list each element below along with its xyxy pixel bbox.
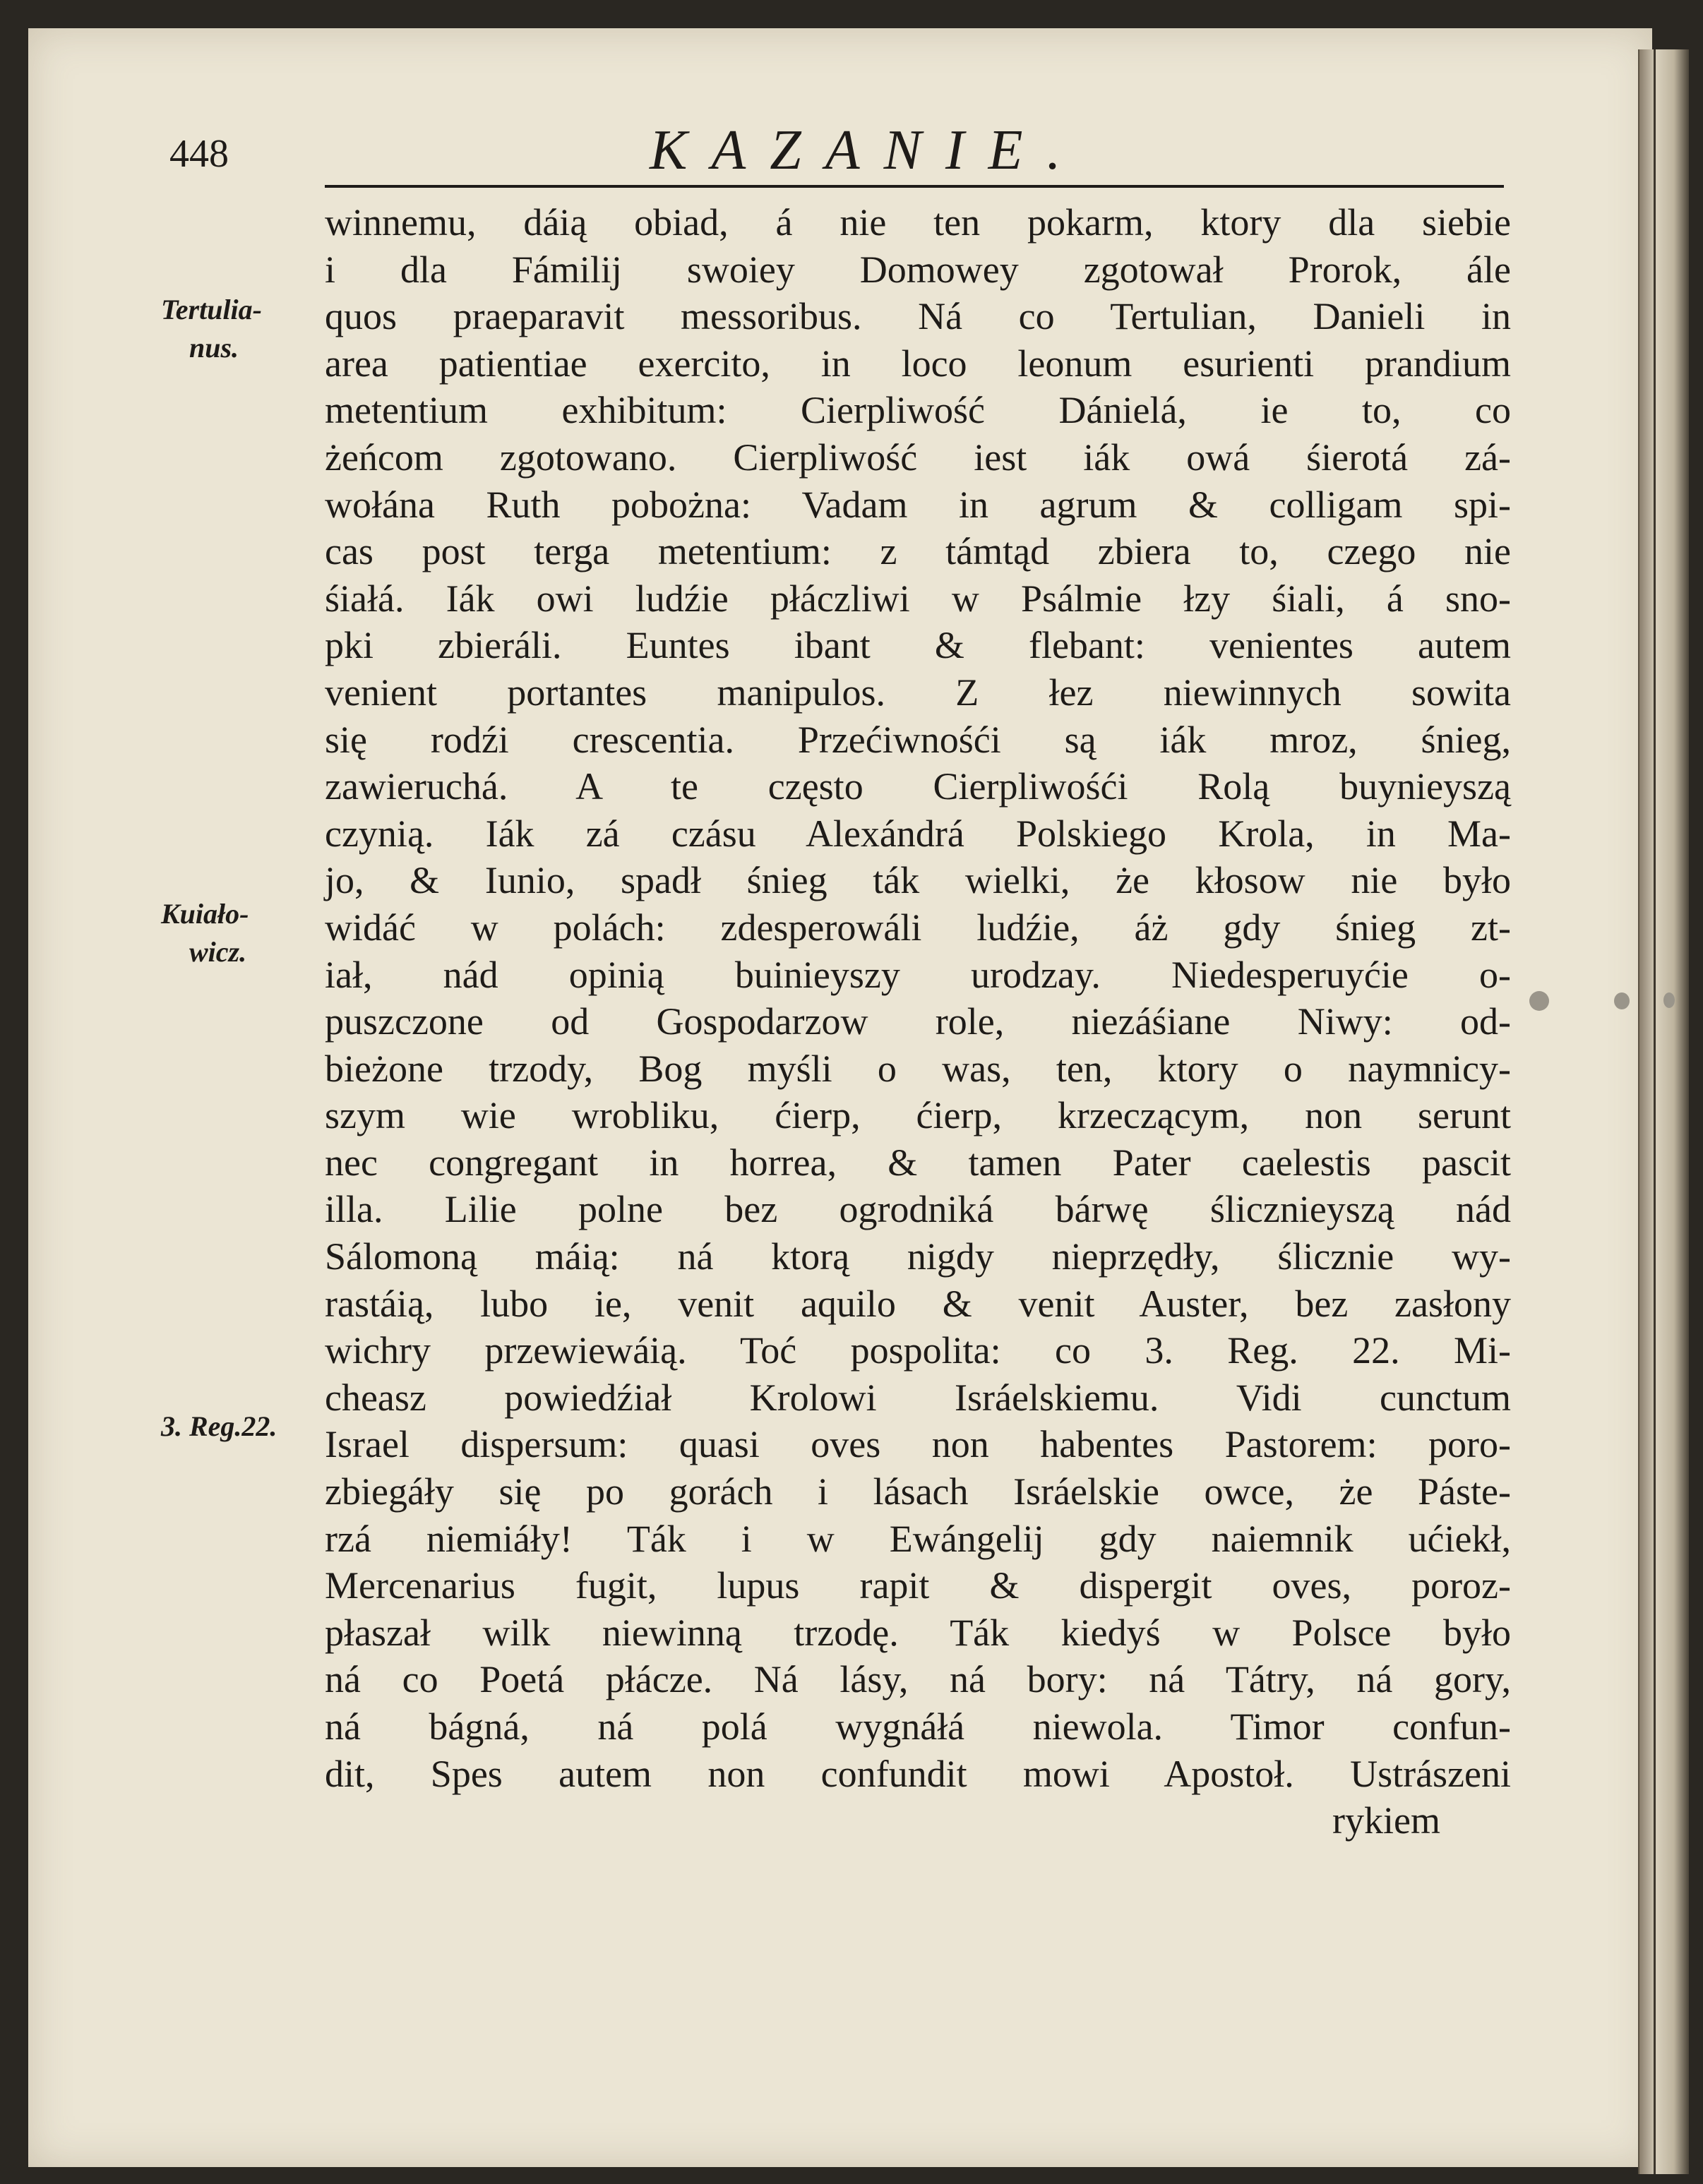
text-line: płaszał wilk niewinną trzodę. Ták kiedyś w Polsce było xyxy=(325,1611,1511,1654)
book-spine-edge xyxy=(1638,49,1689,2174)
text-line: Sálomoną máią: ná ktorą nigdy nieprzędły, ślicznie wy- xyxy=(325,1235,1511,1278)
text-line: czynią. Iák zá czásu Alexándrá Polskiego Krola, in Ma- xyxy=(325,812,1511,855)
ink-bleed-mark xyxy=(1663,992,1675,1008)
text-line: metentium exhibitum: Cierpliwość Dánielá, ie to, co xyxy=(325,389,1511,432)
text-line: rzá niemiáły! Ták i w Ewángelij gdy naiemnik ućiekł, xyxy=(325,1517,1511,1560)
margin-note-line: 3. Reg.22. xyxy=(161,1410,277,1442)
text-line: wołána Ruth pobożna: Vadam in agrum & colligam spi- xyxy=(325,483,1511,526)
text-line: śiałá. Iák owi ludźie płáczliwi w Psálmie łzy śiali, á sno- xyxy=(325,577,1511,620)
margin-note-line: wicz. xyxy=(189,936,247,968)
ink-bleed-mark xyxy=(1614,992,1630,1009)
text-line: Mercenarius fugit, lupus rapit & dispergit oves, poroz- xyxy=(325,1564,1511,1607)
text-line: szym wie wrobliku, ćierp, ćierp, krzeczącym, non serunt xyxy=(325,1094,1511,1137)
margin-note-tertulianus xyxy=(161,291,262,367)
text-line: widáć w polách: zdesperowáli ludźie, áż gdy śnieg zt- xyxy=(325,906,1511,949)
page-heading: KAZANIE. xyxy=(650,119,1085,181)
header-rule xyxy=(325,185,1504,188)
text-line: puszczone od Gospodarzow role, niezáśiane Niwy: od- xyxy=(325,1000,1511,1043)
text-line: ná co Poetá płácze. Ná lásy, ná bory: ná Tátry, ná gory, xyxy=(325,1658,1511,1701)
margin-note-line: Tertulia- xyxy=(161,294,262,325)
text-line: zbiegáły się po gorách i lásach Isráelskie owce, że Páste- xyxy=(325,1470,1511,1513)
text-line: rastáią, lubo ie, venit aquilo & venit Auster, bez zasłony xyxy=(325,1282,1511,1325)
text-line: iał, nád opinią buinieyszy urodzay. Niedesperuyćie o- xyxy=(325,953,1511,996)
text-line: wichry przewiewáią. Toć pospolita: co 3. Reg. 22. Mi- xyxy=(325,1329,1511,1372)
text-line: się rodźi crescentia. Przećiwnośći są iák mroz, śnieg, xyxy=(325,718,1511,761)
text-line: quos praeparavit messoribus. Ná co Tertulian, Danieli in xyxy=(325,295,1511,338)
margin-note-line: nus. xyxy=(189,332,239,364)
text-line: winnemu, dáią obiad, á nie ten pokarm, ktory dla siebie xyxy=(325,201,1511,244)
text-line: cheasz powiedźiał Krolowi Isráelskiemu. Vidi cunctum xyxy=(325,1376,1511,1419)
margin-note-reg xyxy=(161,1408,277,1446)
text-line: cas post terga metentium: z támtąd zbiera to, czego nie xyxy=(325,530,1511,573)
text-line: dit, Spes autem non confundit mowi Apostoł. Ustrászeni xyxy=(325,1752,1511,1795)
spine-shadow-line xyxy=(1654,49,1656,2174)
text-line: i dla Fámilij swoiey Domowey zgotował Prorok, ále xyxy=(325,248,1511,291)
text-line: nec congregant in horrea, & tamen Pater caelestis pascit xyxy=(325,1141,1511,1184)
text-line: żeńcom zgotowano. Cierpliwość iest iák owá śierotá zá- xyxy=(325,436,1511,479)
running-header xyxy=(169,119,1511,182)
text-line: Israel dispersum: quasi oves non habentes Pastorem: poro- xyxy=(325,1423,1511,1466)
text-line: ná bágná, ná polá wygnáłá niewola. Timor confun- xyxy=(325,1705,1511,1748)
text-line: illa. Lilie polne bez ogrodniká bárwę ślicznieyszą nád xyxy=(325,1188,1511,1231)
text-line: pki zbieráli. Euntes ibant & flebant: venientes autem xyxy=(325,624,1511,667)
text-line: jo, & Iunio, spadł śnieg ták wielki, że kłosow nie było xyxy=(325,859,1511,902)
text-line: zawieruchá. A te często Cierpliwośći Rolą buynieyszą xyxy=(325,765,1511,808)
margin-note-kuialowicz xyxy=(161,895,249,971)
margin-note-line: Kuiało- xyxy=(161,898,249,930)
catchword: rykiem xyxy=(1332,1799,1440,1842)
text-line: venient portantes manipulos. Z łez niewinnych sowita xyxy=(325,671,1511,714)
text-line: area patientiae exercito, in loco leonum esurienti prandium xyxy=(325,342,1511,385)
sermon-body-text xyxy=(325,199,1511,1844)
text-line: bieżone trzody, Bog myśli o was, ten, ktory o naymnicy- xyxy=(325,1047,1511,1090)
page-number: 448 xyxy=(169,132,229,176)
ink-bleed-mark xyxy=(1529,991,1549,1011)
